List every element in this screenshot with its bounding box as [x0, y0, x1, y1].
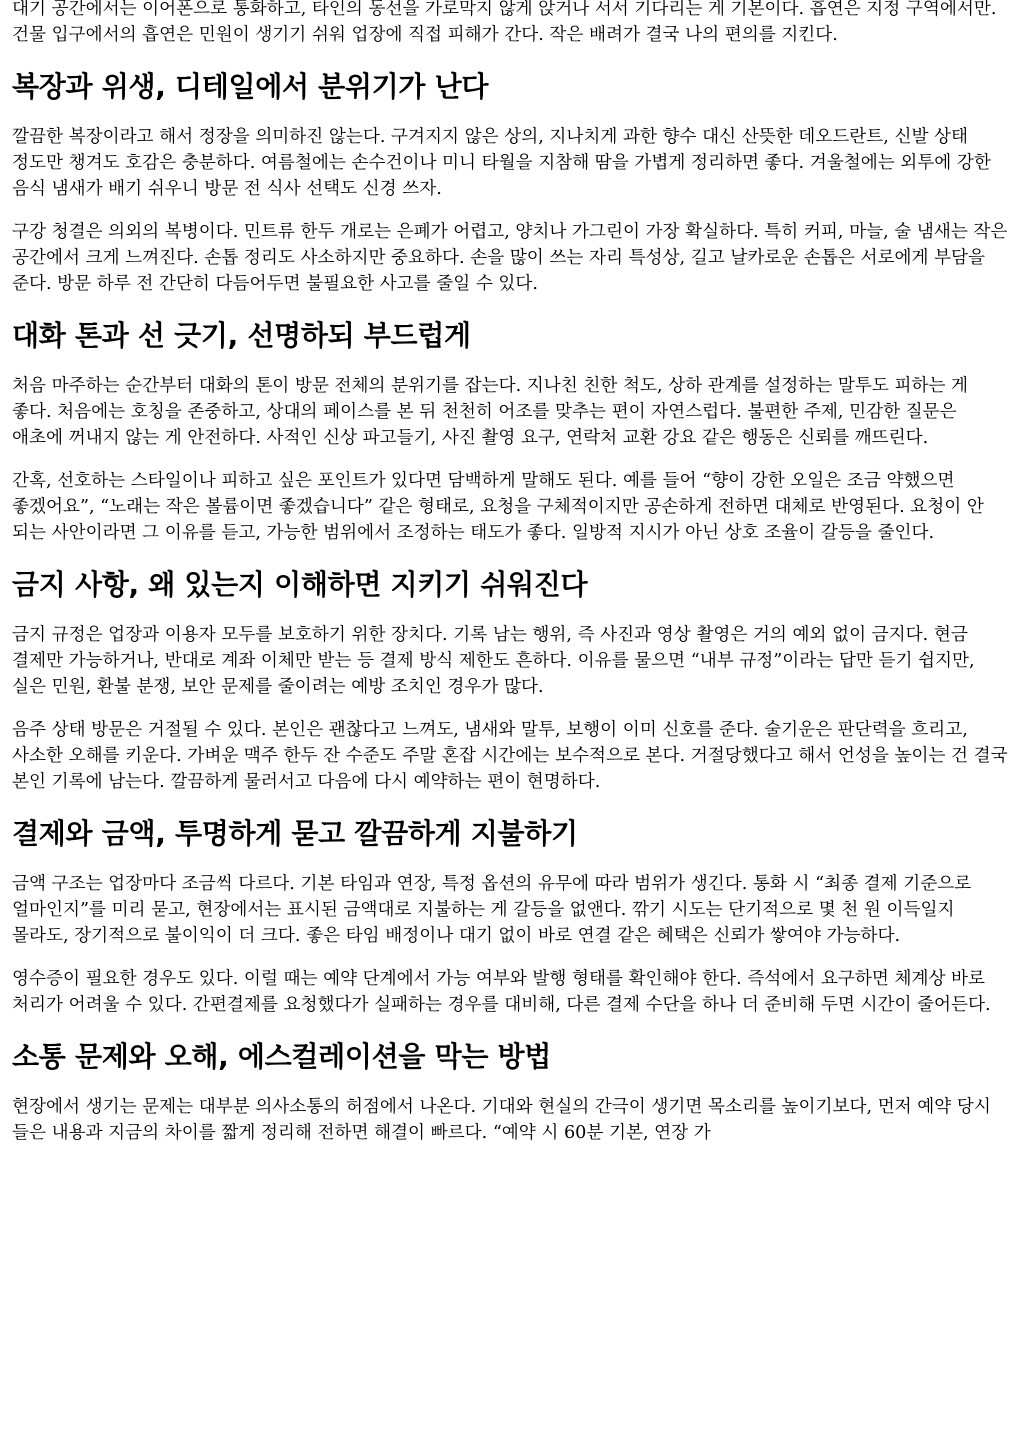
paragraph-preferences: 간혹, 선호하는 스타일이나 피하고 싶은 포인트가 있다면 담백하게 말해도 된다. 예를 들어 “향이 강한 오일은 조금 약했으면 좋겠어요”, “노래는 작은 볼륨이면 좋겠습니다” 같은 형태로, 요청을 구체적이지만 공손하게 전하면 대체로 반영된다. 요청이 안 되는 사안이라면 그 이유를 듣고, 가능한 범위에서 조정하는 태도가 좋다. 일방적 지시가 아닌 상호 조율이 갈등을 줄인다.	[12, 471, 984, 543]
intro-paragraph: 대기 공간에서는 이어폰으로 통화하고, 타인의 동선을 가로막지 않게 앉거나 서서 기다리는 게 기본이다. 흡연은 지정 구역에서만. 건물 입구에서의 흡연은 민원이 생기기 쉬워 업장에 직접 피해가 간다. 작은 배려가 결국 나의 편의를 지킨다.	[12, 0, 997, 45]
section-heading-conversation-tone: 대화 톤과 선 긋기, 선명하되 부드럽게	[12, 319, 471, 352]
section-heading-communication-issues: 소통 문제와 오해, 에스컬레이션을 막는 방법	[12, 1040, 552, 1073]
section-heading-attire-hygiene: 복장과 위생, 디테일에서 분위기가 난다	[12, 70, 489, 103]
paragraph-conversation-tone: 처음 마주하는 순간부터 대화의 톤이 방문 전체의 분위기를 잡는다. 지나친 친한 척도, 상하 관계를 설정하는 말투도 피하는 게 좋다. 처음에는 호칭을 존중하고, 상대의 페이스를 본 뒤 천천히 어조를 맞추는 편이 자연스럽다. 불편한 주제, 민감한 질문은 애초에 꺼내지 않는 게 안전하다. 사적인 신상 파고들기, 사진 촬영 요구, 연락처 교환 강요 같은 행동은 신뢰를 깨뜨린다.	[12, 376, 969, 448]
paragraph-attire: 깔끔한 복장이라고 해서 정장을 의미하진 않는다. 구겨지지 않은 상의, 지나치게 과한 향수 대신 산뜻한 데오드란트, 신발 상태 정도만 챙겨도 호감은 충분하다. 여름철에는 손수건이나 미니 타월을 지참해 땀을 가볍게 정리하면 좋다. 겨울철에는 외투에 강한 음식 냄새가 배기 쉬우니 방문 전 식사 선택도 신경 쓰자.	[12, 127, 991, 199]
paragraph-intoxication: 음주 상태 방문은 거절될 수 있다. 본인은 괜찮다고 느껴도, 냄새와 말투, 보행이 이미 신호를 준다. 술기운은 판단력을 흐리고, 사소한 오해를 키운다. 가벼운 맥주 한두 잔 수준도 주말 혼잡 시간에는 보수적으로 본다. 거절당했다고 해서 언성을 높이는 건 결국 본인 기록에 남는다. 깔끔하게 물러서고 다음에 다시 예약하는 편이 현명하다.	[12, 720, 1008, 792]
paragraph-price-structure: 금액 구조는 업장마다 조금씩 다르다. 기본 타임과 연장, 특정 옵션의 유무에 따라 범위가 생긴다. 통화 시 “최종 결제 기준으로 얼마인지”를 미리 묻고, 현장에서는 표시된 금액대로 지불하는 게 갈등을 없앤다. 깎기 시도는 단기적으로 몇 천 원 이득일지 몰라도, 장기적으로 불이익이 더 크다. 좋은 타임 배정이나 대기 없이 바로 연결 같은 혜택은 신뢰가 쌓여야 가능하다.	[12, 874, 972, 946]
paragraph-oral-hygiene: 구강 청결은 의외의 복병이다. 민트류 한두 개로는 은폐가 어렵고, 양치나 가그린이 가장 확실하다. 특히 커피, 마늘, 술 냄새는 작은 공간에서 크게 느껴진다. 손톱 정리도 사소하지만 중요하다. 손을 많이 쓰는 자리 특성상, 길고 날카로운 손톱은 서로에게 부담을 준다. 방문 하루 전 간단히 다듬어두면 불필요한 사고를 줄일 수 있다.	[12, 222, 1008, 294]
section-heading-payment: 결제와 금액, 투명하게 묻고 깔끔하게 지불하기	[12, 817, 578, 850]
paragraph-prohibition-rules: 금지 규정은 업장과 이용자 모두를 보호하기 위한 장치다. 기록 남는 행위, 즉 사진과 영상 촬영은 거의 예외 없이 금지다. 현금 결제만 가능하거나, 반대로 계좌 이체만 받는 등 결제 방식 제한도 흔하다. 이유를 물으면 “내부 규정”이라는 답만 듣기 쉽지만, 실은 민원, 환불 분쟁, 보안 문제를 줄이려는 예방 조치인 경우가 많다.	[12, 625, 975, 697]
article-body	[12, 0, 1008, 1163]
paragraph-communication-issues: 현장에서 생기는 문제는 대부분 의사소통의 허점에서 나온다. 기대와 현실의 간극이 생기면 목소리를 높이기보다, 먼저 예약 당시 들은 내용과 지금의 차이를 짧게 정리해 전하면 해결이 빠르다. “예약 시 60분 기본, 연장 가	[12, 1097, 991, 1143]
section-heading-prohibitions: 금지 사항, 왜 있는지 이해하면 지키기 쉬워진다	[12, 568, 588, 601]
paragraph-receipts: 영수증이 필요한 경우도 있다. 이럴 때는 예약 단계에서 가능 여부와 발행 형태를 확인해야 한다. 즉석에서 요구하면 체계상 바로 처리가 어려울 수 있다. 간편결제를 요청했다가 실패하는 경우를 대비해, 다른 결제 수단을 하나 더 준비해 두면 시간이 줄어든다.	[12, 969, 991, 1015]
